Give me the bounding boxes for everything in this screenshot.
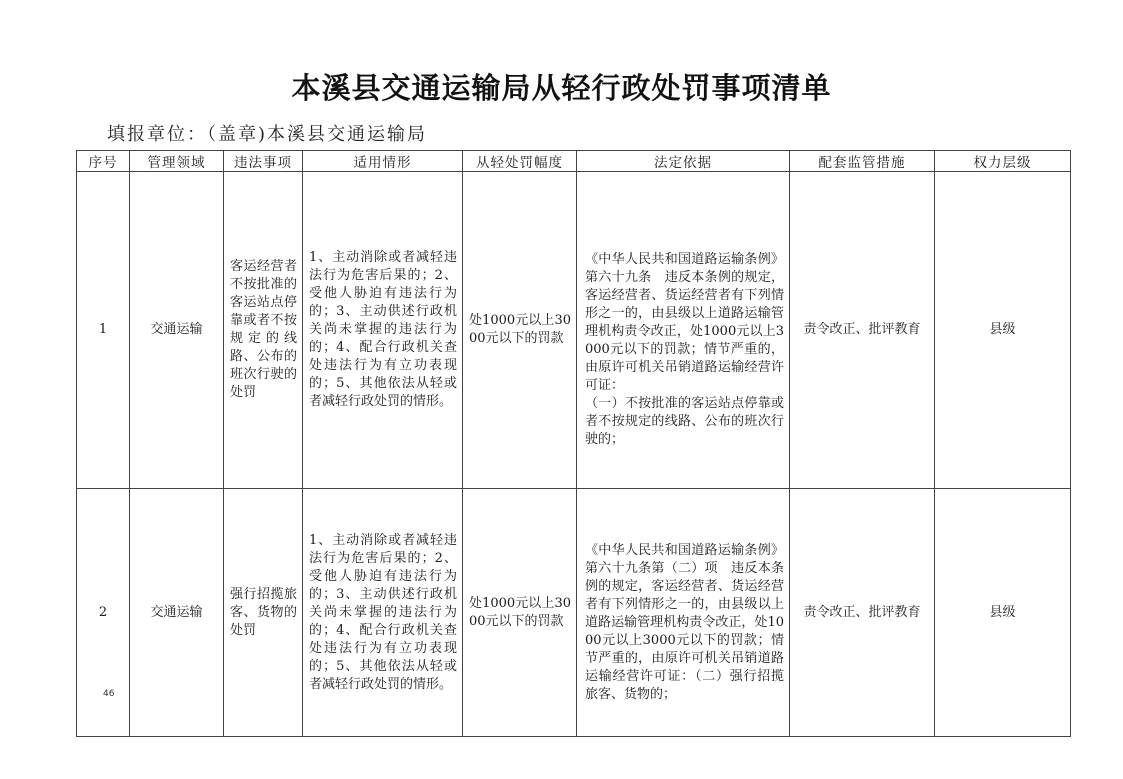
header-domain: 管理领域: [130, 151, 224, 172]
cell-measures: 责令改正、批评教育: [790, 489, 935, 737]
header-range: 从轻处罚幅度: [463, 151, 577, 172]
penalty-table: [76, 150, 1071, 737]
reporting-unit-label: 填报章位：（盖章)本溪县交通运输局: [107, 124, 428, 145]
cell-legal-basis: [577, 172, 790, 489]
header-situations: 适用情形: [303, 151, 463, 172]
table-header-row: [77, 151, 1071, 172]
cell-violation: 客运经营者不按批准的客运站点停靠或者不按规定的线路、公布的班次行驶的处罚: [224, 172, 303, 489]
cell-no: 2: [77, 489, 130, 737]
cell-violation: 强行招揽旅客、货物的处罚: [224, 489, 303, 737]
cell-situations: 1、主动消除或者减轻违法行为危害后果的；2、受他人胁迫有违法行为的；3、主动供述行政机关尚未掌握的违法行为的；4、配合行政机关查处违法行为有立功表现的；5、其他依法从轻或者减轻行政处罚的情形。: [303, 489, 463, 737]
cell-level: 县级: [935, 172, 1071, 489]
header-level: 权力层级: [935, 151, 1071, 172]
header-measures: 配套监管措施: [790, 151, 935, 172]
cell-range: 处1000元以上3000元以下的罚款: [463, 172, 577, 489]
cell-no: 1: [77, 172, 130, 489]
table-row: [77, 172, 1071, 489]
legal-basis-main: 《中华人民共和国道路运输条例》第六十九条 违反本条例的规定，客运经营者、货运经营者有下列情形之一的，由县级以上道路运输管理机构责令改正，处1000元以上3000元以下的罚款；情节严重的，由原许可机关吊销道路运输经营许可证：: [585, 252, 784, 393]
cell-measures: 责令改正、批评教育: [790, 172, 935, 489]
header-violation: 违法事项: [224, 151, 303, 172]
cell-domain: 交通运输: [130, 172, 224, 489]
cell-range: 处1000元以上3000元以下的罚款: [463, 489, 577, 737]
cell-legal-basis: [577, 489, 790, 737]
legal-basis-item: （一）不按批准的客运站点停靠或者不按规定的线路、公布的班次行驶的；: [585, 396, 784, 447]
header-no: 序号: [77, 151, 130, 172]
header-legal-basis: 法定依据: [577, 151, 790, 172]
page-number: 46: [103, 689, 115, 699]
cell-level: 县级: [935, 489, 1071, 737]
table-row: [77, 489, 1071, 737]
legal-basis-main: 《中华人民共和国道路运输条例》第六十九条第（二）项 违反本条例的规定，客运经营者、货运经营者有下列情形之一的，由县级以上道路运输管理机构责令改正，处1000元以上3000元以下的罚款；情节严重的，由原许可机关吊销道路运输经营许可证：（二）强行招揽旅客、货物的；: [585, 542, 784, 702]
document-title: 本溪县交通运输局从轻行政处罚事项清单: [291, 71, 832, 105]
cell-domain: 交通运输: [130, 489, 224, 737]
cell-situations: 1、主动消除或者减轻违法行为危害后果的；2、受他人胁迫有违法行为的；3、主动供述行政机关尚未掌握的违法行为的；4、配合行政机关查处违法行为有立功表现的；5、其他依法从轻或者减轻行政处罚的情形。: [303, 172, 463, 489]
